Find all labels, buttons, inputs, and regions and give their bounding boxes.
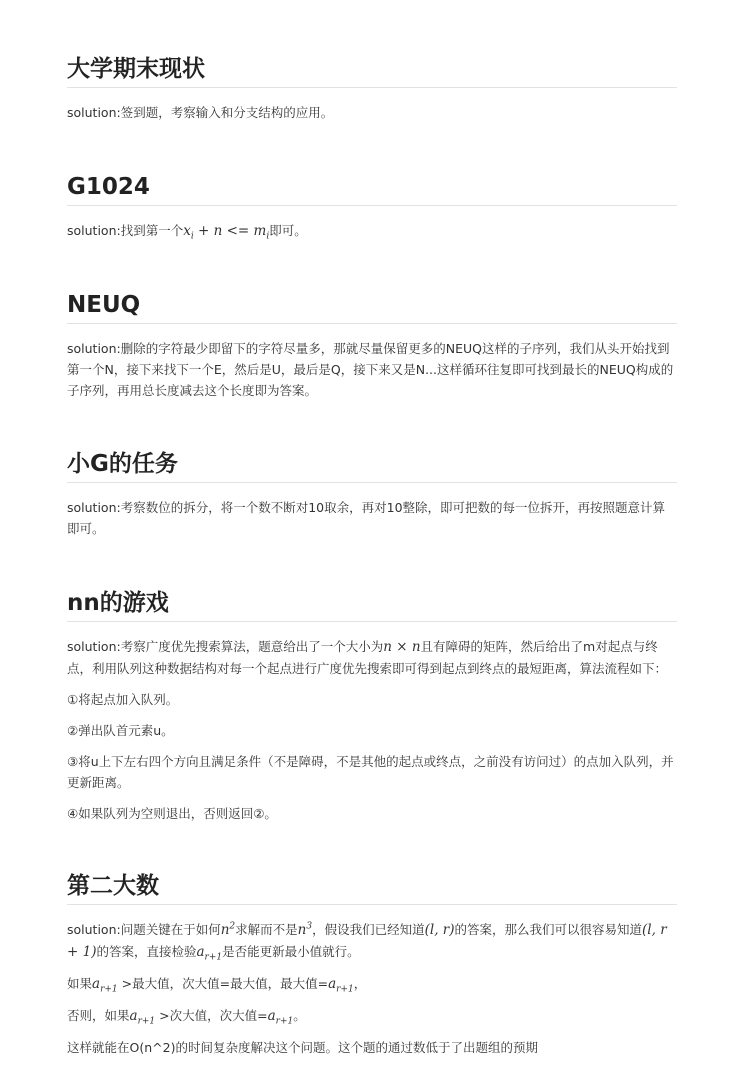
condition-line-2: 否则，如果$a_{r+1}$ >次大值，次大值$=a_{r+1}$。 — [67, 1008, 306, 1027]
algorithm-step: ①将起点加入队列。 — [67, 692, 179, 707]
section-second-largest — [67, 872, 677, 1058]
document — [67, 0, 677, 1058]
section-neuq — [67, 291, 677, 401]
section-nn-game — [67, 589, 677, 824]
section-title: NEUQ — [67, 291, 677, 324]
solution-text: solution:找到第一个$x_i + n <= m_i$即可。 — [67, 223, 307, 242]
section-g1024 — [67, 173, 677, 242]
section-title: 小G的任务 — [67, 450, 677, 483]
math-n-squared: $n^2$ — [220, 921, 236, 938]
math-l-r-plus-1: (l, r + 1) — [67, 922, 667, 960]
conclusion-text: 这样就能在O(n^2)的时间复杂度解决这个问题。这个题的通过数低于了出题组的预期 — [67, 1040, 538, 1055]
solution-text: solution:问题关键在于如何$n^2$求解而不是$n^3$，假设我们已经知道(l, r)的答案，那么我们可以很容易知道(l, r + 1)的答案，直接检验$a_{r+1}$是否能更新最小值就行。 — [67, 921, 667, 963]
solution-text: solution:删除的字符最少即留下的字符尽量多，那就尽量保留更多的NEUQ这样的子序列，我们从头开始找到第一个N，接下来找下一个E，然后是U，最后是Q，接下来又是N...这样循环往复即可找到最长的NEUQ构成的子序列，再用总长度减去这个长度即为答案。 — [67, 341, 674, 398]
condition-line-1: 如果$a_{r+1}$ >最大值，次大值=最大值，最大值$=a_{r+1}$， — [67, 976, 367, 995]
math-n-times-n: n × n — [383, 639, 421, 655]
section-title: nn的游戏 — [67, 589, 677, 622]
section-small-g-task — [67, 450, 677, 539]
math-a-r-plus-1: $a_{r+1}$ — [196, 944, 223, 963]
algorithm-step: ④如果队列为空则退出，否则返回②。 — [67, 806, 277, 821]
math-n-cubed: $n^3$ — [297, 921, 313, 938]
solution-text: solution:考察广度优先搜索算法，题意给出了一个大小为n × n且有障碍的矩阵，然后给出了m对起点与终点，利用队列这种数据结构对每一个起点进行广度优先搜索即可得到起点到终点的最短距离，算法流程如下： — [67, 639, 668, 676]
math-inequality: $x_i + n <= m_i$ — [183, 223, 270, 242]
solution-text: solution:签到题，考察输入和分支结构的应用。 — [67, 105, 334, 120]
math-a-r-plus-1: $a_{r+1}$ — [328, 976, 354, 995]
algorithm-step: ③将u上下左右四个方向且满足条件（不是障碍，不是其他的起点或终点，之前没有访问过）的点加入队列，并更新距离。 — [67, 754, 674, 790]
solution-text: solution:考察数位的拆分，将一个数不断对10取余，再对10整除，即可把数的每一位拆开，再按照题意计算即可。 — [67, 500, 666, 536]
math-a-r-plus-1: $a_{r+1}$ — [92, 976, 118, 995]
algorithm-step: ②弹出队首元素u。 — [67, 723, 174, 738]
section-final-exam — [67, 55, 677, 123]
section-title: G1024 — [67, 173, 677, 206]
section-title: 大学期末现状 — [67, 55, 677, 88]
math-a-r-plus-1: $a_{r+1}$ — [129, 1008, 156, 1027]
section-title: 第二大数 — [67, 872, 677, 905]
math-a-r-plus-1: $a_{r+1}$ — [267, 1008, 294, 1027]
math-l-r: (l, r) — [424, 922, 455, 938]
